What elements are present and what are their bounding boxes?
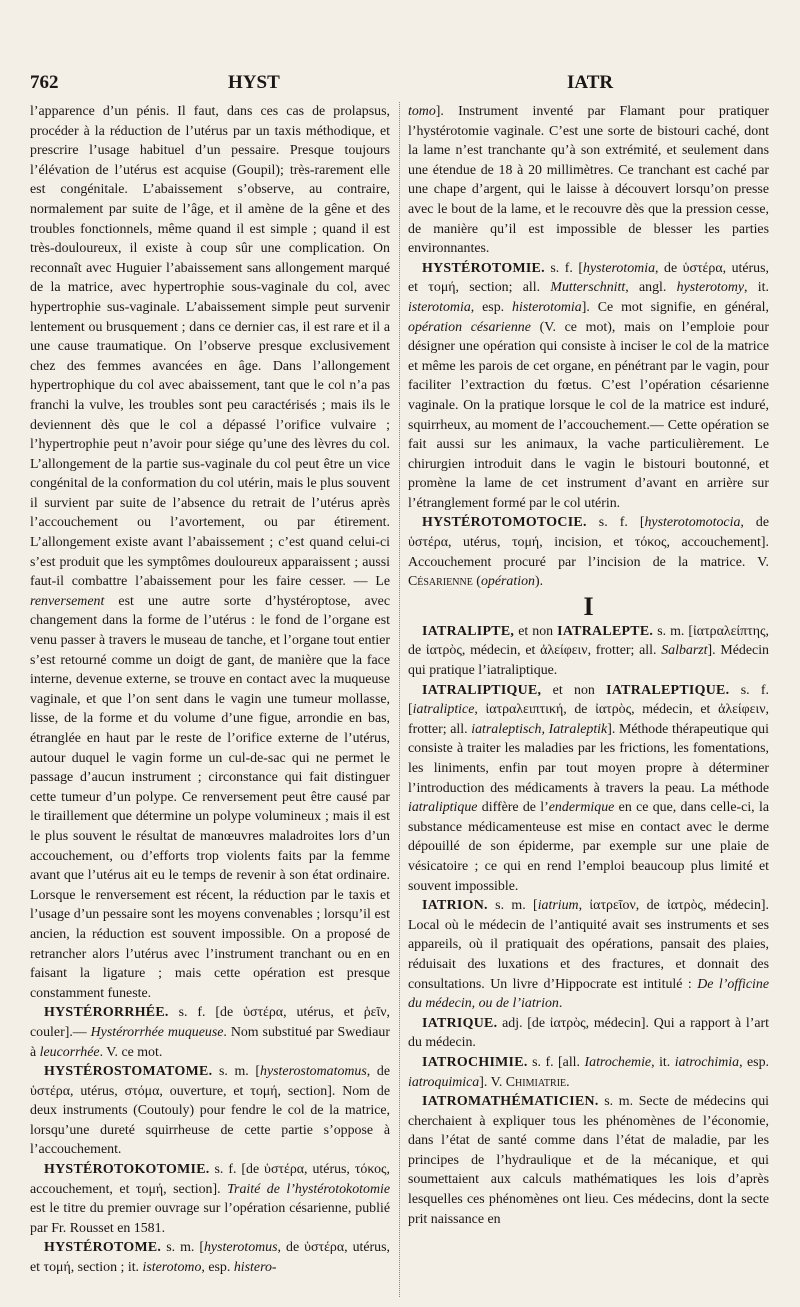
entry-continuation: tomo]. Instrument inventé par Flamant pour pratiquer l’hystérotomie vaginale. C’est une sorte de bistouri caché, dont la lame n’est tranchante qu’à son extrémité, et seulement dans une étendue de 18 à 20 millimètres. Ce tranchant est caché par une chape d’argent, qui le laisse à découvert lorsqu’on presse avec le bout de la lame, et le recouvre dès que la pression cesse, de manière qu’il est impossible de blesser les parties environnantes.: [408, 104, 769, 257]
left-guide-word: HYST: [228, 72, 280, 93]
entry-iatrion: IATRION. s. m. [iatrium, ἰατρεῖον, de ἰατρὸς, médecin]. Local où le médecin de l’antiquité avait ses instruments et ses appareils, où il pratiquait des opérations, pansait des plaies, réduisait des luxations et des fractures, et donnait des consultations. Un livre d’Hippocrate est intitulé : De l’officine du médecin, ou de l’iatrion.: [408, 898, 769, 1012]
entry-hysterostomatome: HYSTÉROSTOMATOME. s. m. [hysterostomatomus, de ὑστέρα, utérus, στόμα, ouverture, et τομή, section]. Nom de deux instruments (Coutouly) pour fendre le col de la matrice, lorsqu’une dureté squirrheuse de cette partie s’oppose à l’accouchement.: [30, 1064, 390, 1158]
entry-paragraph: l’apparence d’un pénis. Il faut, dans ces cas de prolapsus, procéder à la réduction de l’utérus par un taxis méthodique, et prescrire l’usage habituel d’un pessaire. Presque toujours l’élévation de l’utérus est acquise (Goupil); très-rarement elle est congénitale. L’abaissement s’observe, au contraire, normalement par suite de l’âge, et il amène de la gêne et des troubles fonctionnels, même quand il est simple ; quand il est très-douloureux, il existe à coup sûr une complication. On reconnaît avec Huguier l’abaissement sans allongement marqué de la matrice, avec hypertrophie sous-vaginale du col, avec hypertrophie sus-vaginale. L’abaissement simple peut survenir lentement ou brusquement ; dans ce dernier cas, il est rare et il a une cause traumatique. On l’observe presque exclusivement chez des femmes avancées en âge. Dans l’allongement hypertrophique du col avec abaissement, tant que le col n’a pas franchi la vulve, les troubles sont peu caractérisés ; mais ils le deviennent dès que le col a dépassé l’orifice vulvaire ; l’hypertrophie peut n’avoir pour siége qu’une des lèvres du col. L’allongement de la partie sus-vaginale du col peut être un vice congénital de la conformation du col utérin, mais le plus souvent il survient par suite de l’absence du retrait de l’utérus après l’accouchement ou l’avortement, ou par étirement. L’allongement existe avant l’abaissement ; c’est quand celui-ci s’est produit que les symptômes douloureux apparaissent ; aussi faut-il combattre l’abaissement pour les faire cesser. — Le renversement est une autre sorte d’hystéroptose, avec changement dans la forme de l’utérus : le fond de l’organe est venu passer à travers le museau de tanche, et l’organe tout entier s’est retourné comme un doigt de gant, de manière que la face interne, devenue externe, se trouve en contact avec la muqueuse vaginale, et que l’on sent dans le vagin une tumeur mollasse, lisse, de la forme et du volume d’une figue, arrondie en bas, étranglée en haut par le reste de l’orifice externe de l’utérus, autour duquel le vagin forme un cul-de-sac qui ne permet le passage d’aucun instrument ; circonstance qui fait distinguer cette tumeur d’un polype. Ce renversement peut être causé par le tiraillement que détermine un polype volumineux ; mais il est le plus souvent le résultat de manœuvres maladroites lors d’un accouchement, ou d’efforts trop violents faits par la femme avant que l’utérus ait eu le temps de revenir à son état ordinaire. Lorsque le renversement est récent, la réduction par le taxis et l’usage d’un pessaire sont les moyens convenables ; lorsqu’il est ancien, la réduction est souvent impossible. On a proposé de retrancher alors l’utérus avec l’instrument tranchant ou en en faisant la ligature ; mais cette opération est presque constamment funeste.: [30, 104, 390, 1001]
entry-iatralipte: IATRALIPTE, et non IATRALEPTE. s. m. [ἰατραλείπτης, de ἰατρὸς, médecin, et ἀλείφειν, frotter; all. Salbarzt]. Médecin qui pratique l’iatraliptique.: [408, 623, 769, 679]
entry-iatrochimie: IATROCHIMIE. s. f. [all. Iatrochemie, it. iatrochimia, esp. iatroquimica]. V. Chimiatrie.: [408, 1054, 769, 1090]
running-header: [30, 72, 770, 96]
section-letter-heading: I: [583, 591, 594, 621]
column-divider: [399, 102, 400, 1297]
entry-iatromathematicien: IATROMATHÉMATICIEN. s. m. Secte de médecins qui cherchaient à expliquer tous les phénomènes de l’économie, dans l’état de santé comme dans l’état de maladie, par les principes de l’hydraulique et de la mécanique, et qui soumettaient aux calculs mathématiques les lois d’après lesquelles ces phénomènes ont lieu. Ces médecins, dont la secte prit naissance en: [408, 1094, 769, 1227]
entry-iatraliptique: IATRALIPTIQUE, et non IATRALEPTIQUE. s. f. [iatraliptice, ἰατραλειπτική, de ἰατρὸς, médecin, et ἀλείφειν, frotter; all. iatraleptisch, Iatraleptik]. Méthode thérapeutique qui consiste à traiter les maladies par les frictions, les fomentations, les liniments, enfin par tout moyen propre à déterminer l’introduction des médicaments à travers la peau. La méthode iatraliptique diffère de l’endermique en ce que, dans celle-ci, la substance médicamenteuse est mise en contact avec le derme dépouillé de son épiderme, par exemple sur une plaie de vésicatoire ; ce qui en rend l’emploi beaucoup plus limité et souvent impossible.: [408, 682, 769, 894]
entry-hysterotome: HYSTÉROTOME. s. m. [hysterotomus, de ὑστέρα, utérus, et τομή, section ; it. isterotomo, esp. histero-: [30, 1240, 390, 1276]
entry-hysterotomotocie: HYSTÉROTOMOTOCIE. s. f. [hysterotomotocia, de ὑστέρα, utérus, τομή, incision, et τόκος, accouchement]. Accouchement procuré par l’incision de la matrice. V. Césarienne (opération).: [408, 515, 769, 590]
left-column: [30, 102, 390, 1297]
entry-iatrique: IATRIQUE. adj. [de ἰατρὸς, médecin]. Qui a rapport à l’art du médecin.: [408, 1015, 769, 1051]
right-column: [408, 102, 769, 1297]
right-guide-word: IATR: [567, 72, 614, 93]
entry-hysterotokotomie: HYSTÉROTOKOTOMIE. s. f. [de ὑστέρα, utérus, τόκος, accouchement, et τομή, section]. Traité de l’hystérotokotomie est le titre du premier ouvrage sur l’opération césarienne, publié par Fr. Rousset en 1581.: [30, 1162, 390, 1236]
entry-hysterorrhee: HYSTÉRORRHÉE. s. f. [de ὑστέρα, utérus, et ῥεῖν, couler].— Hystérorrhée muqueuse. Nom substitué par Swediaur à leucorrhée. V. ce mot.: [30, 1005, 390, 1060]
entry-hysterotomie: HYSTÉROTOMIE. s. f. [hysterotomia, de ὑστέρα, utérus, et τομή, section; all. Mutterschnitt, angl. hysterotomy, it. isterotomia, esp. histerotomia]. Ce mot signifie, en général, opération césarienne (V. ce mot), mais on l’emploie pour désigner une opération qui consiste à inciser le col de la matrice et même les parois de cet organe, en pénétrant par le vagin, pour faciliter l’extraction du fœtus. C’est l’opération césarienne vaginale. On la pratique lorsque le col de la matrice est induré, squirrheux, au moment de l’accouchement.— Cette opération se fait aussi sur les animaux, la vache particulièrement. Le chirurgien introduit dans le vagin le bistouri boutonné, et promène la lame de cet instrument d’avant en arrière sur l’étranglement formé par le col utérin.: [408, 260, 769, 511]
page-number: 762: [30, 72, 59, 93]
